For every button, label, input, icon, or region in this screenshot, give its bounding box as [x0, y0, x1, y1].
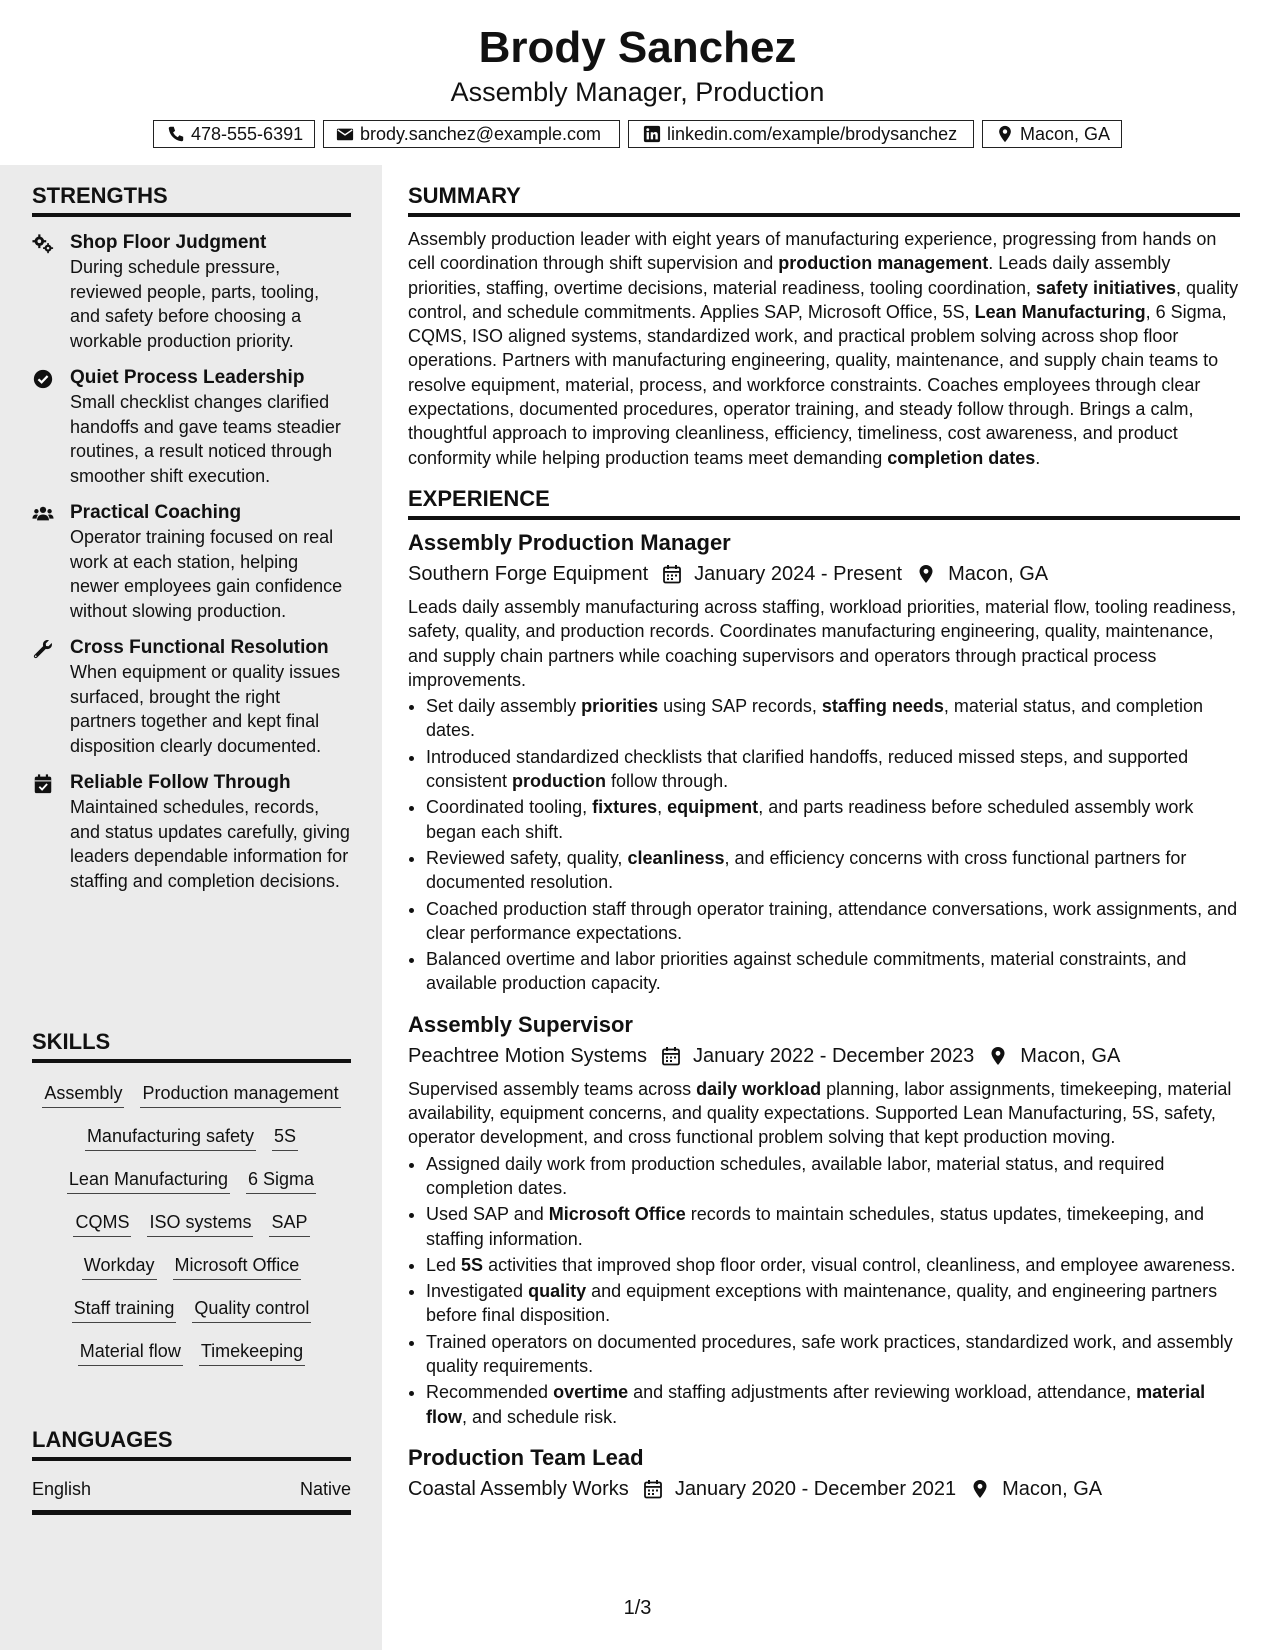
- calendar-icon: [643, 1479, 663, 1499]
- skill-tag: Lean Manufacturing: [67, 1168, 230, 1194]
- strength-desc: Small checklist changes clarified handoffs and gave teams steadier routines, a result noticed through smoother shift execution.: [70, 392, 341, 486]
- text-run: , 6 Sigma, CQMS, ISO aligned systems, standardized work, and practical problem solving across shop floor operations. Partners with manufacturing engineering, quality, maintenance, and supply chain teams to resolve equipment, material, process, and workforce constraints. Coaches employees through clear expectations, documented procedures, operator training, and steady follow through. Brings a calm, thoughtful approach to improving cleanliness, efficiency, timeliness, cost awareness, and product conformity while helping production teams meet demanding: [408, 301, 1227, 468]
- job-list: [408, 528, 1240, 1503]
- text-run: , and schedule risk.: [462, 1406, 618, 1427]
- emphasis-text: production management: [778, 253, 989, 274]
- skills-list: [32, 1082, 351, 1366]
- emphasis-text: daily workload: [696, 1078, 822, 1099]
- email-text: brody.sanchez@example.com: [360, 123, 602, 144]
- skills-heading: SKILLS: [32, 1029, 351, 1063]
- emphasis-text: safety initiatives: [1035, 277, 1177, 298]
- job-location: Macon, GA: [948, 562, 1049, 585]
- bullet-item: [426, 745, 1240, 794]
- job-title: Production Team Lead: [408, 1444, 644, 1470]
- map-pin-icon: [916, 564, 936, 584]
- strength-title: Shop Floor Judgment: [70, 232, 267, 253]
- job-meta: [408, 560, 1240, 588]
- emphasis-text: priorities: [581, 696, 659, 717]
- page-number: 1/3: [623, 1597, 652, 1619]
- bullet-item: [426, 694, 1240, 743]
- emphasis-text: fixtures: [592, 797, 658, 818]
- text-run: , material status, and completion dates.: [426, 696, 1204, 741]
- strength-item: [32, 501, 351, 623]
- skill-tag: Assembly: [42, 1082, 124, 1108]
- calendar-check-icon: [32, 773, 54, 795]
- strengths-section: [32, 183, 351, 893]
- text-run: planning, labor assignments, timekeeping, material availability, equipment concerns, and quality expectations. Supported Lean Manufacturing, 5S, safety, operator development, and cross functional problem solving that kept production moving.: [408, 1078, 1232, 1148]
- language-row: [32, 1479, 351, 1515]
- skill-tag: Microsoft Office: [173, 1254, 302, 1280]
- text-run: records to maintain schedules, status updates, timekeeping, and staffing information.: [426, 1204, 1205, 1249]
- job-entry: [408, 1443, 1240, 1503]
- resume-header: [0, 0, 1275, 165]
- language-name: English: [32, 1479, 92, 1499]
- emphasis-text: material flow: [426, 1382, 1206, 1427]
- linkedin-icon: [643, 125, 661, 143]
- strength-desc: During schedule pressure, reviewed people, parts, tooling, and safety before choosing a workable production priority.: [70, 257, 320, 351]
- email-chip[interactable]: [323, 120, 620, 148]
- text-run: Balanced overtime and labor priorities against schedule commitments, material constraints, and available production capacity.: [426, 949, 1187, 994]
- candidate-name: Brody Sanchez: [478, 23, 797, 72]
- strength-title: Cross Functional Resolution: [70, 637, 329, 658]
- text-run: Reviewed safety, quality,: [426, 847, 628, 868]
- text-run: Investigated: [426, 1281, 529, 1302]
- company-name: Southern Forge Equipment: [408, 562, 649, 585]
- text-run: .: [1035, 447, 1041, 468]
- text-run: Coached production staff through operator training, attendance conversations, work assignments, and clear performance expectations.: [426, 898, 1238, 943]
- text-run: ,: [657, 797, 668, 818]
- bullet-item: [426, 1330, 1240, 1379]
- location-chip[interactable]: [982, 120, 1122, 148]
- text-run: Led: [426, 1254, 462, 1275]
- strength-desc: When equipment or quality issues surfaced, brought the right partners together and kept final disposition clearly documented.: [70, 662, 341, 756]
- summary-heading: SUMMARY: [408, 183, 1240, 217]
- linkedin-chip[interactable]: [628, 120, 974, 148]
- linkedin-text: linkedin.com/example/brodysanchez: [667, 123, 958, 144]
- text-run: , quality control, and schedule commitments. Applies SAP, Microsoft Office, 5S,: [408, 277, 1239, 322]
- strength-title: Reliable Follow Through: [70, 772, 291, 793]
- text-run: Leads daily assembly manufacturing across staffing, workload priorities, material flow, tooling readiness, safety, quality, and production records. Coordinates manufacturing engineering, quality, maintenance, and supply chain partners while coaching supervisors and operators through practical process improvements.: [408, 596, 1237, 690]
- text-run: Recommended: [426, 1382, 554, 1403]
- location-text: Macon, GA: [1020, 123, 1111, 144]
- job-description: [408, 1077, 1240, 1150]
- text-run: Used SAP and: [426, 1204, 549, 1225]
- bullet-item: [426, 1202, 1240, 1251]
- skill-tag: SAP: [269, 1211, 309, 1237]
- job-location: Macon, GA: [1020, 1044, 1121, 1067]
- experience-section: [408, 486, 1240, 1503]
- map-pin-icon: [996, 125, 1014, 143]
- calendar-icon: [662, 564, 682, 584]
- phone-text: 478-555-6391: [191, 123, 304, 144]
- text-run: , and parts readiness before scheduled assembly work began each shift.: [426, 797, 1194, 842]
- strength-desc: Operator training focused on real work at each station, helping newer employees gain confidence without slowing production.: [70, 527, 343, 621]
- strength-item: [32, 231, 351, 353]
- bullet-item: [426, 1279, 1240, 1328]
- job-meta: [408, 1042, 1240, 1070]
- skill-tag: Workday: [82, 1254, 157, 1280]
- text-run: Assigned daily work from production schedules, available labor, material status, and required completion dates.: [426, 1153, 1165, 1198]
- text-run: follow through.: [606, 771, 729, 792]
- strength-item: [32, 636, 351, 758]
- job-meta: [408, 1475, 1240, 1503]
- job-title: Assembly Supervisor: [408, 1011, 633, 1037]
- check-circle-icon: [32, 368, 54, 390]
- bullet-item: [426, 1152, 1240, 1201]
- emphasis-text: staffing needs: [821, 696, 944, 717]
- summary-text: [408, 227, 1240, 470]
- text-run: Supervised assembly teams across: [408, 1078, 697, 1099]
- skill-tag: Production management: [140, 1082, 340, 1108]
- phone-chip[interactable]: [153, 120, 315, 148]
- wrench-icon: [32, 638, 54, 660]
- job-entry: [408, 528, 1240, 996]
- job-description: [408, 595, 1240, 692]
- skill-tag: Quality control: [192, 1297, 311, 1323]
- company-name: Peachtree Motion Systems: [408, 1044, 647, 1067]
- text-run: Coordinated tooling,: [426, 797, 593, 818]
- main-content: [408, 165, 1240, 1503]
- skill-tag: Manufacturing safety: [85, 1125, 256, 1151]
- skill-tag: Timekeeping: [199, 1340, 305, 1366]
- emphasis-text: Microsoft Office: [548, 1204, 686, 1225]
- text-run: activities that improved shop floor order, visual control, cleanliness, and employee awareness.: [483, 1254, 1236, 1275]
- calendar-icon: [661, 1046, 681, 1066]
- job-dates: January 2022 - December 2023: [693, 1044, 975, 1067]
- contact-bar: [0, 120, 1275, 148]
- strength-title: Quiet Process Leadership: [70, 367, 305, 388]
- emphasis-text: completion dates: [887, 447, 1036, 468]
- text-run: and equipment exceptions with maintenance, quality, and engineering partners before final disposition.: [426, 1281, 1218, 1326]
- languages-section: [32, 1427, 351, 1515]
- bullet-item: [426, 846, 1240, 895]
- strength-item: [32, 771, 351, 893]
- text-run: and staffing adjustments after reviewing workload, attendance,: [628, 1382, 1137, 1403]
- bullet-item: [426, 947, 1240, 996]
- text-run: Assembly production leader with eight years of manufacturing experience, progressing from hands on cell coordination through shift supervision and: [408, 229, 1217, 274]
- bullet-item: [426, 795, 1240, 844]
- gears-icon: [32, 233, 54, 255]
- phone-icon: [167, 125, 185, 143]
- company-name: Coastal Assembly Works: [408, 1477, 629, 1500]
- skill-tag: CQMS: [73, 1211, 131, 1237]
- emphasis-text: equipment: [667, 797, 759, 818]
- emphasis-text: overtime: [553, 1382, 629, 1403]
- skill-tag: Staff training: [72, 1297, 177, 1323]
- bullet-item: [426, 897, 1240, 946]
- sidebar: [0, 165, 382, 1650]
- text-run: . Leads daily assembly priorities, staffing, overtime decisions, material readiness, tooling coordination,: [408, 253, 1171, 298]
- job-title: Assembly Production Manager: [408, 529, 731, 555]
- emphasis-text: production: [512, 771, 607, 792]
- map-pin-icon: [988, 1046, 1008, 1066]
- job-bullets: [408, 1152, 1240, 1429]
- envelope-icon: [336, 125, 354, 143]
- job-entry: [408, 1010, 1240, 1429]
- users-icon: [32, 503, 54, 525]
- strength-title: Practical Coaching: [70, 502, 242, 523]
- bullet-item: [426, 1253, 1240, 1277]
- strength-desc: Maintained schedules, records, and status updates carefully, giving leaders dependable information for staffing and completion decisions.: [70, 797, 350, 891]
- experience-heading: EXPERIENCE: [408, 486, 1240, 520]
- text-run: using SAP records,: [658, 696, 822, 717]
- skill-tag: 6 Sigma: [246, 1168, 316, 1194]
- emphasis-text: Lean Manufacturing: [974, 301, 1146, 322]
- emphasis-text: 5S: [461, 1254, 484, 1275]
- job-dates: January 2024 - Present: [694, 562, 903, 585]
- languages-heading: LANGUAGES: [32, 1427, 351, 1461]
- skills-section: [32, 1029, 351, 1366]
- skill-tag: ISO systems: [147, 1211, 253, 1237]
- emphasis-text: cleanliness: [627, 847, 725, 868]
- job-location: Macon, GA: [1002, 1477, 1103, 1500]
- skill-tag: 5S: [272, 1125, 298, 1151]
- job-dates: January 2020 - December 2021: [674, 1477, 957, 1500]
- bullet-item: [426, 1380, 1240, 1429]
- text-run: Introduced standardized checklists that clarified handoffs, reduced missed steps, and supported consistent: [426, 746, 1189, 792]
- text-run: , and efficiency concerns with cross functional partners for documented resolution.: [426, 847, 1187, 893]
- language-level: Native: [299, 1479, 351, 1499]
- summary-section: [408, 183, 1240, 470]
- strengths-heading: STRENGTHS: [32, 183, 351, 217]
- strength-item: [32, 366, 351, 488]
- skill-tag: Material flow: [78, 1340, 183, 1366]
- emphasis-text: quality: [528, 1281, 587, 1302]
- text-run: Set daily assembly: [426, 696, 582, 717]
- text-run: Trained operators on documented procedures, safe work practices, standardized work, and assembly quality requirements.: [426, 1331, 1233, 1376]
- candidate-title: Assembly Manager, Production: [450, 77, 825, 107]
- job-bullets: [408, 694, 1240, 996]
- map-pin-icon: [970, 1479, 990, 1499]
